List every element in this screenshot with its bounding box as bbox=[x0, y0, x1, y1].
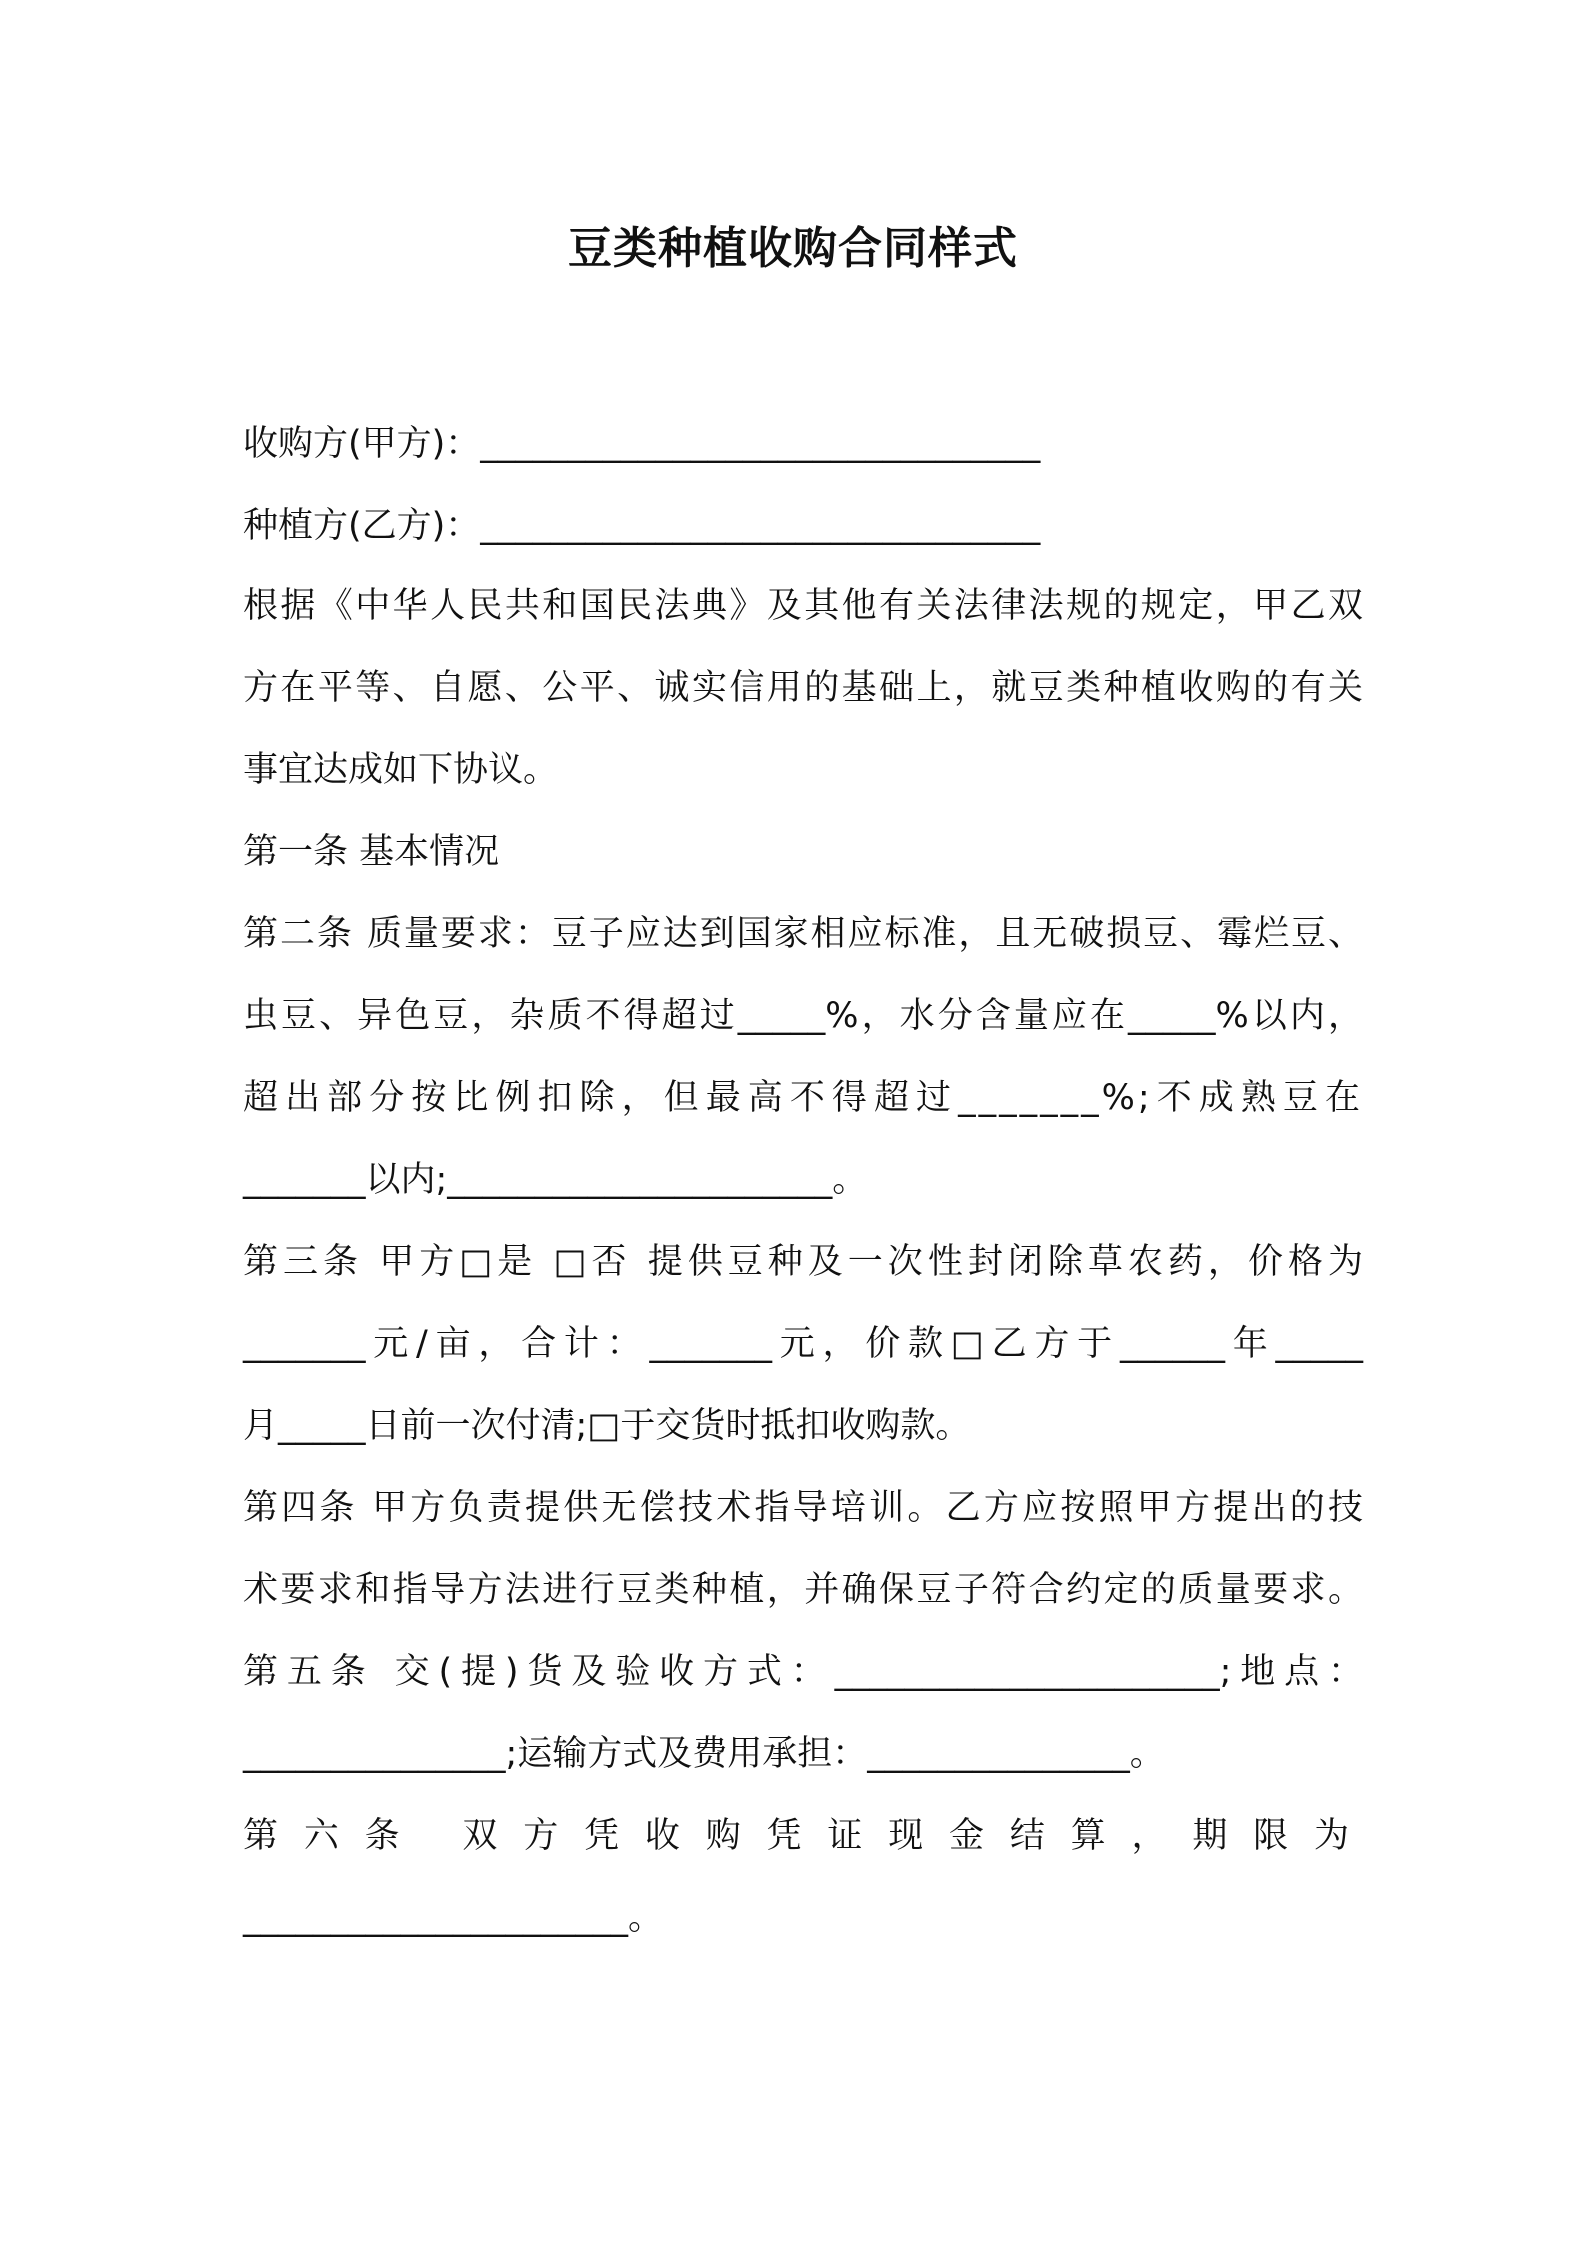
buyer-party-line: 收购方(甲方)：________________________________ bbox=[243, 424, 1041, 464]
article-2-line-3: 超出部分按比例扣除，但最高不得超过_______%;不成熟豆在 bbox=[243, 1078, 1363, 1118]
grower-party-line: 种植方(乙方)：________________________________ bbox=[243, 506, 1041, 546]
article-3-line-3: 月_____日前一次付清;□于交货时抵扣收购款。 bbox=[243, 1406, 971, 1446]
article-1-heading: 第一条 基本情况 bbox=[243, 832, 500, 872]
article-2-line-4: _______以内;______________________。 bbox=[243, 1160, 868, 1200]
article-5-line-2: _______________;运输方式及费用承担：_______________。 bbox=[243, 1734, 1165, 1774]
article-6-line-1: 第六条 双方凭收购凭证现金结算，期限为 bbox=[243, 1816, 1363, 1856]
article-3-line-1: 第三条 甲方□是 □否 提供豆种及一次性封闭除草农药，价格为 bbox=[243, 1242, 1363, 1282]
preamble-line-1: 根据《中华人民共和国民法典》及其他有关法律法规的规定，甲乙双 bbox=[243, 586, 1363, 626]
document-title: 豆类种植收购合同样式 bbox=[568, 223, 1018, 274]
preamble-line-2: 方在平等、自愿、公平、诚实信用的基础上，就豆类种植收购的有关 bbox=[243, 668, 1363, 708]
preamble-line-3: 事宜达成如下协议。 bbox=[243, 750, 559, 790]
article-5-line-1: 第五条 交(提)货及验收方式：______________________;地点： bbox=[243, 1652, 1363, 1692]
article-4-line-2: 术要求和指导方法进行豆类种植，并确保豆子符合约定的质量要求。 bbox=[243, 1570, 1363, 1610]
article-6-line-2: ______________________。 bbox=[243, 1898, 664, 1938]
article-4-line-1: 第四条 甲方负责提供无偿技术指导培训。乙方应按照甲方提出的技 bbox=[243, 1488, 1363, 1528]
article-3-line-2: _______元/亩，合计：_______元，价款□乙方于______年_____ bbox=[243, 1324, 1363, 1364]
article-2-line-1: 第二条 质量要求：豆子应达到国家相应标准，且无破损豆、霉烂豆、 bbox=[243, 914, 1363, 954]
article-2-line-2: 虫豆、异色豆，杂质不得超过_____%，水分含量应在_____%以内， bbox=[243, 996, 1363, 1036]
